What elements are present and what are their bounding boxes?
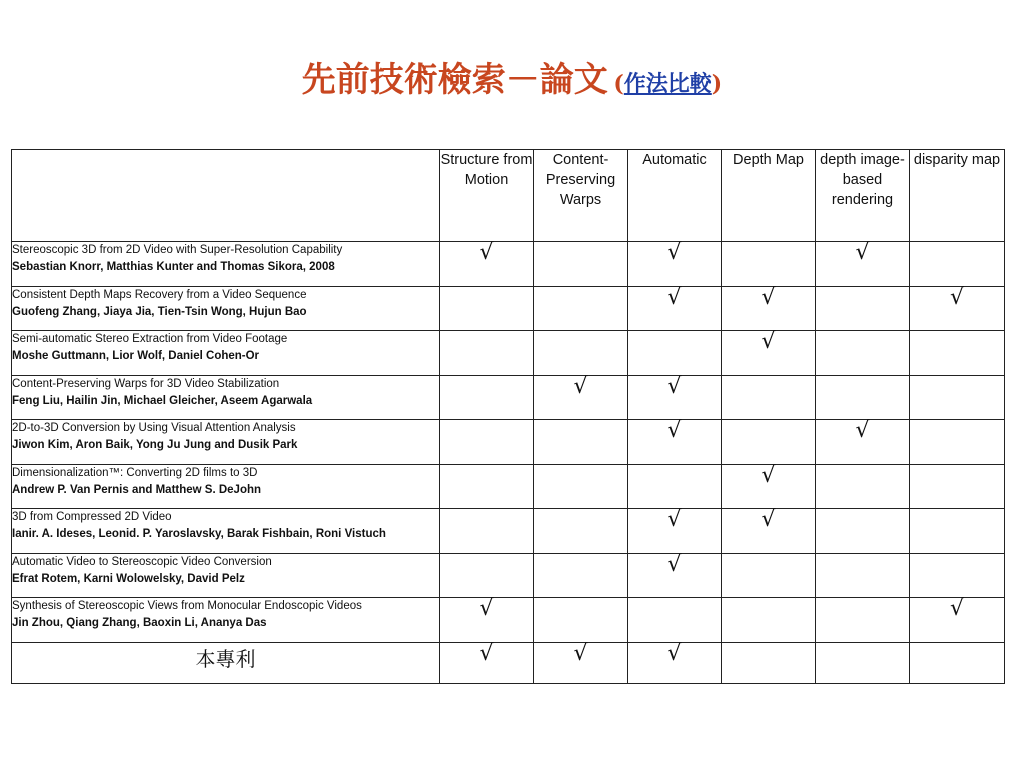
paper-cell xyxy=(12,375,440,420)
check-mark: √ xyxy=(667,640,682,666)
cell-dibr xyxy=(816,509,910,554)
cell-structure-from-motion xyxy=(440,464,534,509)
paper-authors: Sebastian Knorr, Matthias Kunter and Thomas Sikora, 2008 xyxy=(12,261,335,273)
cell-content-preserving-warps xyxy=(534,331,628,376)
cell-depth-map xyxy=(722,375,816,420)
cell-dibr xyxy=(816,598,910,643)
cell-disparity-map xyxy=(910,553,1005,598)
paper-title: Automatic Video to Stereoscopic Video Conversion xyxy=(12,555,272,568)
cell-dibr xyxy=(816,286,910,331)
own-patent-row xyxy=(12,642,1005,683)
paper-authors: Andrew P. Van Pernis and Matthew S. DeJohn xyxy=(12,483,262,496)
check-mark: √ xyxy=(761,284,776,310)
cell-automatic xyxy=(628,286,722,331)
cell-disparity-map xyxy=(910,642,1005,683)
paper-title: 3D from Compressed 2D Video xyxy=(12,511,172,523)
paper-cell xyxy=(12,242,440,287)
title-paren-close: ) xyxy=(711,71,723,97)
cell-depth-map xyxy=(722,464,816,509)
check-mark: √ xyxy=(573,373,588,399)
paper-cell xyxy=(12,420,440,465)
paper-title: Dimensionalization™: Converting 2D films to 3D xyxy=(12,466,258,479)
cell-disparity-map xyxy=(910,286,1005,331)
check-mark: √ xyxy=(573,640,588,666)
check-mark: √ xyxy=(479,596,494,621)
table-row xyxy=(12,331,1005,376)
cell-depth-map xyxy=(722,509,816,554)
table-row xyxy=(12,286,1005,331)
cell-automatic xyxy=(628,242,722,287)
paper-cell xyxy=(12,331,440,376)
cell-disparity-map xyxy=(910,242,1005,287)
paper-title: Semi-automatic Stereo Extraction from Video Footage xyxy=(12,333,288,345)
paper-cell xyxy=(12,464,440,509)
cell-disparity-map xyxy=(910,331,1005,376)
cell-dibr xyxy=(816,642,910,683)
comparison-table xyxy=(11,149,1005,684)
check-mark: √ xyxy=(667,418,682,443)
cell-disparity-map xyxy=(910,464,1005,509)
paper-title: Synthesis of Stereoscopic Views from Monocular Endoscopic Videos xyxy=(12,600,362,612)
check-mark: √ xyxy=(667,551,682,577)
check-mark: √ xyxy=(479,240,494,265)
cell-structure-from-motion xyxy=(440,598,534,643)
table-row xyxy=(12,375,1005,420)
cell-structure-from-motion xyxy=(440,331,534,376)
cell-automatic xyxy=(628,509,722,554)
check-mark: √ xyxy=(949,284,965,310)
cell-depth-map xyxy=(722,553,816,598)
cell-content-preserving-warps xyxy=(534,509,628,554)
paper-authors: Jin Zhou, Qiang Zhang, Baoxin Li, Ananya Das xyxy=(12,617,267,629)
col-header-depth-map: Depth Map xyxy=(722,150,816,242)
cell-content-preserving-warps xyxy=(534,553,628,598)
corner-cell xyxy=(12,150,440,242)
table-row xyxy=(12,242,1005,287)
check-mark: √ xyxy=(761,329,776,354)
cell-dibr xyxy=(816,464,910,509)
check-mark: √ xyxy=(667,284,682,310)
check-mark: √ xyxy=(855,418,870,443)
cell-content-preserving-warps xyxy=(534,286,628,331)
cell-automatic xyxy=(628,598,722,643)
cell-content-preserving-warps xyxy=(534,464,628,509)
cell-dibr xyxy=(816,553,910,598)
cell-disparity-map xyxy=(910,420,1005,465)
paper-authors: Guofeng Zhang, Jiaya Jia, Tien-Tsin Wong, Hujun Bao xyxy=(12,305,307,318)
col-header-automatic: Automatic xyxy=(628,150,722,242)
cell-dibr xyxy=(816,242,910,287)
paper-title: Content-Preserving Warps for 3D Video Stabilization xyxy=(12,377,280,390)
cell-structure-from-motion xyxy=(440,286,534,331)
paper-authors: Jiwon Kim, Aron Baik, Yong Ju Jung and Dusik Park xyxy=(12,439,298,451)
check-mark: √ xyxy=(667,240,682,265)
own-patent-label: 本專利 xyxy=(12,642,440,683)
table-row xyxy=(12,553,1005,598)
cell-dibr xyxy=(816,375,910,420)
paper-authors: Efrat Rotem, Karni Wolowelsky, David Pelz xyxy=(12,572,245,585)
check-mark: √ xyxy=(667,373,682,399)
cell-disparity-map xyxy=(910,598,1005,643)
paper-authors: Ianir. A. Ideses, Leonid. P. Yaroslavsky, Barak Fishbain, Roni Vistuch xyxy=(12,528,386,540)
cell-disparity-map xyxy=(910,509,1005,554)
table-row xyxy=(12,598,1005,643)
cell-content-preserving-warps xyxy=(534,642,628,683)
check-mark: √ xyxy=(855,240,870,265)
cell-content-preserving-warps xyxy=(534,420,628,465)
cell-depth-map xyxy=(722,331,816,376)
paper-title: Stereoscopic 3D from 2D Video with Super-Resolution Capability xyxy=(12,244,343,256)
check-mark: √ xyxy=(667,507,682,532)
table-row xyxy=(12,509,1005,554)
check-mark: √ xyxy=(949,596,965,621)
cell-disparity-map xyxy=(910,375,1005,420)
paper-authors: Moshe Guttmann, Lior Wolf, Daniel Cohen-Or xyxy=(12,350,260,362)
cell-structure-from-motion xyxy=(440,375,534,420)
cell-automatic xyxy=(628,375,722,420)
cell-content-preserving-warps xyxy=(534,598,628,643)
title-main: 先前技術檢索－論文 xyxy=(301,60,608,100)
paper-cell xyxy=(12,553,440,598)
col-header-content-preserving-warps: Content-Preserving Warps xyxy=(534,150,628,242)
check-mark: √ xyxy=(479,640,494,666)
cell-depth-map xyxy=(722,642,816,683)
cell-depth-map xyxy=(722,420,816,465)
cell-depth-map xyxy=(722,598,816,643)
paper-title: 2D-to-3D Conversion by Using Visual Attention Analysis xyxy=(12,422,296,434)
cell-depth-map xyxy=(722,286,816,331)
cell-structure-from-motion xyxy=(440,242,534,287)
check-mark: √ xyxy=(761,507,776,532)
cell-automatic xyxy=(628,553,722,598)
col-header-disparity-map: disparity map xyxy=(910,150,1005,242)
paper-authors: Feng Liu, Hailin Jin, Michael Gleicher, Aseem Agarwala xyxy=(12,394,313,407)
cell-structure-from-motion xyxy=(440,509,534,554)
col-header-structure-from-motion: Structure from Motion xyxy=(440,150,534,242)
paper-cell xyxy=(12,286,440,331)
title-paren-open: ( xyxy=(613,71,624,97)
paper-cell xyxy=(12,509,440,554)
cell-structure-from-motion xyxy=(440,420,534,465)
paper-title: Consistent Depth Maps Recovery from a Video Sequence xyxy=(12,288,307,301)
slide-title xyxy=(0,52,1024,101)
cell-automatic xyxy=(628,642,722,683)
cell-dibr xyxy=(816,331,910,376)
cell-content-preserving-warps xyxy=(534,375,628,420)
cell-automatic xyxy=(628,331,722,376)
paper-cell xyxy=(12,598,440,643)
table-row xyxy=(12,464,1005,509)
cell-dibr xyxy=(816,420,910,465)
col-header-dibr: depth image-based rendering xyxy=(816,150,910,242)
title-subtitle-link[interactable]: 作法比較 xyxy=(623,71,712,97)
cell-automatic xyxy=(628,420,722,465)
cell-content-preserving-warps xyxy=(534,242,628,287)
cell-structure-from-motion xyxy=(440,642,534,683)
check-mark: √ xyxy=(761,462,776,488)
table-row xyxy=(12,420,1005,465)
cell-depth-map xyxy=(722,242,816,287)
header-row xyxy=(12,150,1005,242)
cell-structure-from-motion xyxy=(440,553,534,598)
cell-automatic xyxy=(628,464,722,509)
